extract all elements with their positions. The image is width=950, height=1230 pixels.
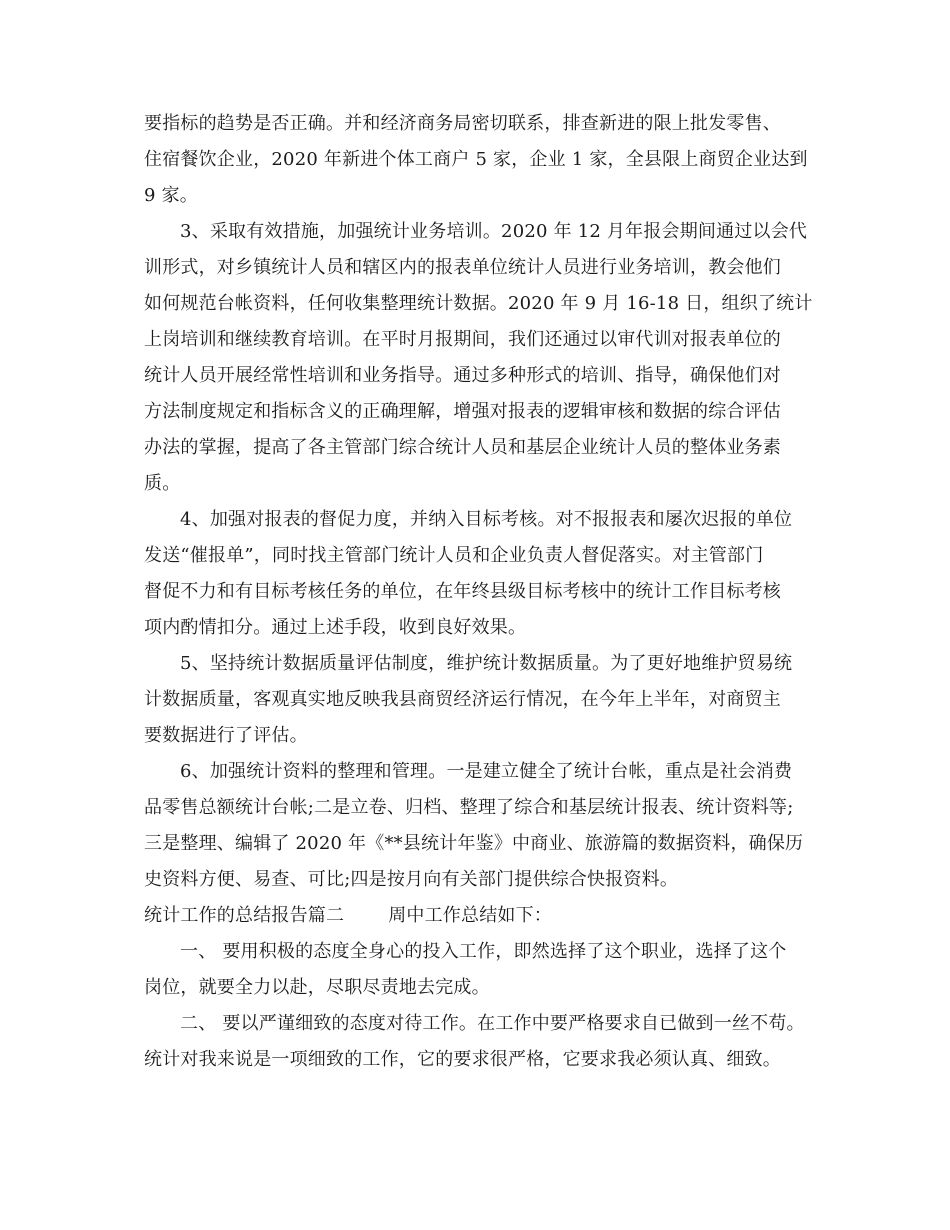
text-line: 岗位，就要全力以赴，尽职尽责地去完成。 [144,977,490,998]
text-line: 如何规范台帐资料，任何收集整理统计数据。2020 年 9 月 16-18 日，组织了统计 [144,293,813,314]
text-line: 要数据进行了评估。 [144,725,308,746]
text-line: 要指标的趋势是否正确。并和经济商务局密切联系，排查新进的限上批发零售、 [144,113,781,134]
text-line: 一、 要用积极的态度全身心的投入工作，即然选择了这个职业，选择了这个 [180,941,787,962]
text-line: 方法制度规定和指标含义的正确理解，增强对报表的逻辑审核和数据的综合评估 [144,401,781,422]
text-line: 训形式，对乡镇统计人员和辖区内的报表单位统计人员进行业务培训，教会他们 [144,257,781,278]
text-line: 督促不力和有目标考核任务的单位，在年终县级目标考核中的统计工作目标考核 [144,581,781,602]
text-line: 品零售总额统计台帐;二是立卷、归档、整理了综合和基层统计报表、统计资料等; [144,797,794,818]
heading-subtitle: 周中工作总结如下： [388,905,553,926]
section-heading [144,898,824,934]
text-line: 二、 要以严谨细致的态度对待工作。在工作中要严格要求自已做到一丝不苟。 [180,1013,805,1034]
text-line: 三是整理、编辑了 2020 年《**县统计年鉴》中商业、旅游篇的数据资料，确保历 [144,833,804,854]
text-line: 4、加强对报表的督促力度，并纳入目标考核。对不报报表和屡次迟报的单位 [180,509,793,530]
paragraph [144,502,824,646]
text-line: 办法的掌握，提高了各主管部门综合统计人员和基层企业统计人员的整体业务素 [144,437,781,458]
paragraph [144,646,824,754]
document-body [144,106,824,1078]
heading-title: 统计工作的总结报告篇二 [144,905,345,926]
paragraph [144,934,824,1006]
text-line: 9 家。 [144,185,198,206]
section-part-two [144,934,824,1078]
text-line: 统计人员开展经常性培训和业务指导。通过多种形式的培训、指导，确保他们对 [144,365,781,386]
paragraph [144,754,824,898]
text-line: 计数据质量，客观真实地反映我县商贸经济运行情况，在今年上半年，对商贸主 [144,689,781,710]
text-line: 质。 [144,473,181,494]
text-line: 住宿餐饮企业，2020 年新进个体工商户 5 家，企业 1 家，全县限上商贸企业达到 [144,149,808,170]
text-line: 上岗培训和继续教育培训。在平时月报期间，我们还通过以审代训对报表单位的 [144,329,781,350]
paragraph [144,214,824,502]
text-line: 项内酌情扣分。通过上述手段，收到良好效果。 [144,617,527,638]
paragraph [144,106,824,214]
text-line: 发送“催报单”，同时找主管部门统计人员和企业负责人督促落实。对主管部门 [144,545,764,566]
text-line: 3、采取有效措施，加强统计业务培训。2020 年 12 月年报会期间通过以会代 [180,221,808,242]
text-line: 史资料方便、易查、可比;四是按月向有关部门提供综合快报资料。 [144,869,679,890]
text-line: 统计对我来说是一项细致的工作，它的要求很严格，它要求我必须认真、细致。 [144,1049,781,1070]
section-part-one [144,106,824,898]
text-line: 5、坚持统计数据质量评估制度，维护统计数据质量。为了更好地维护贸易统 [180,653,793,674]
text-line: 6、加强统计资料的整理和管理。一是建立健全了统计台帐，重点是社会消费 [180,761,793,782]
paragraph [144,1006,824,1078]
